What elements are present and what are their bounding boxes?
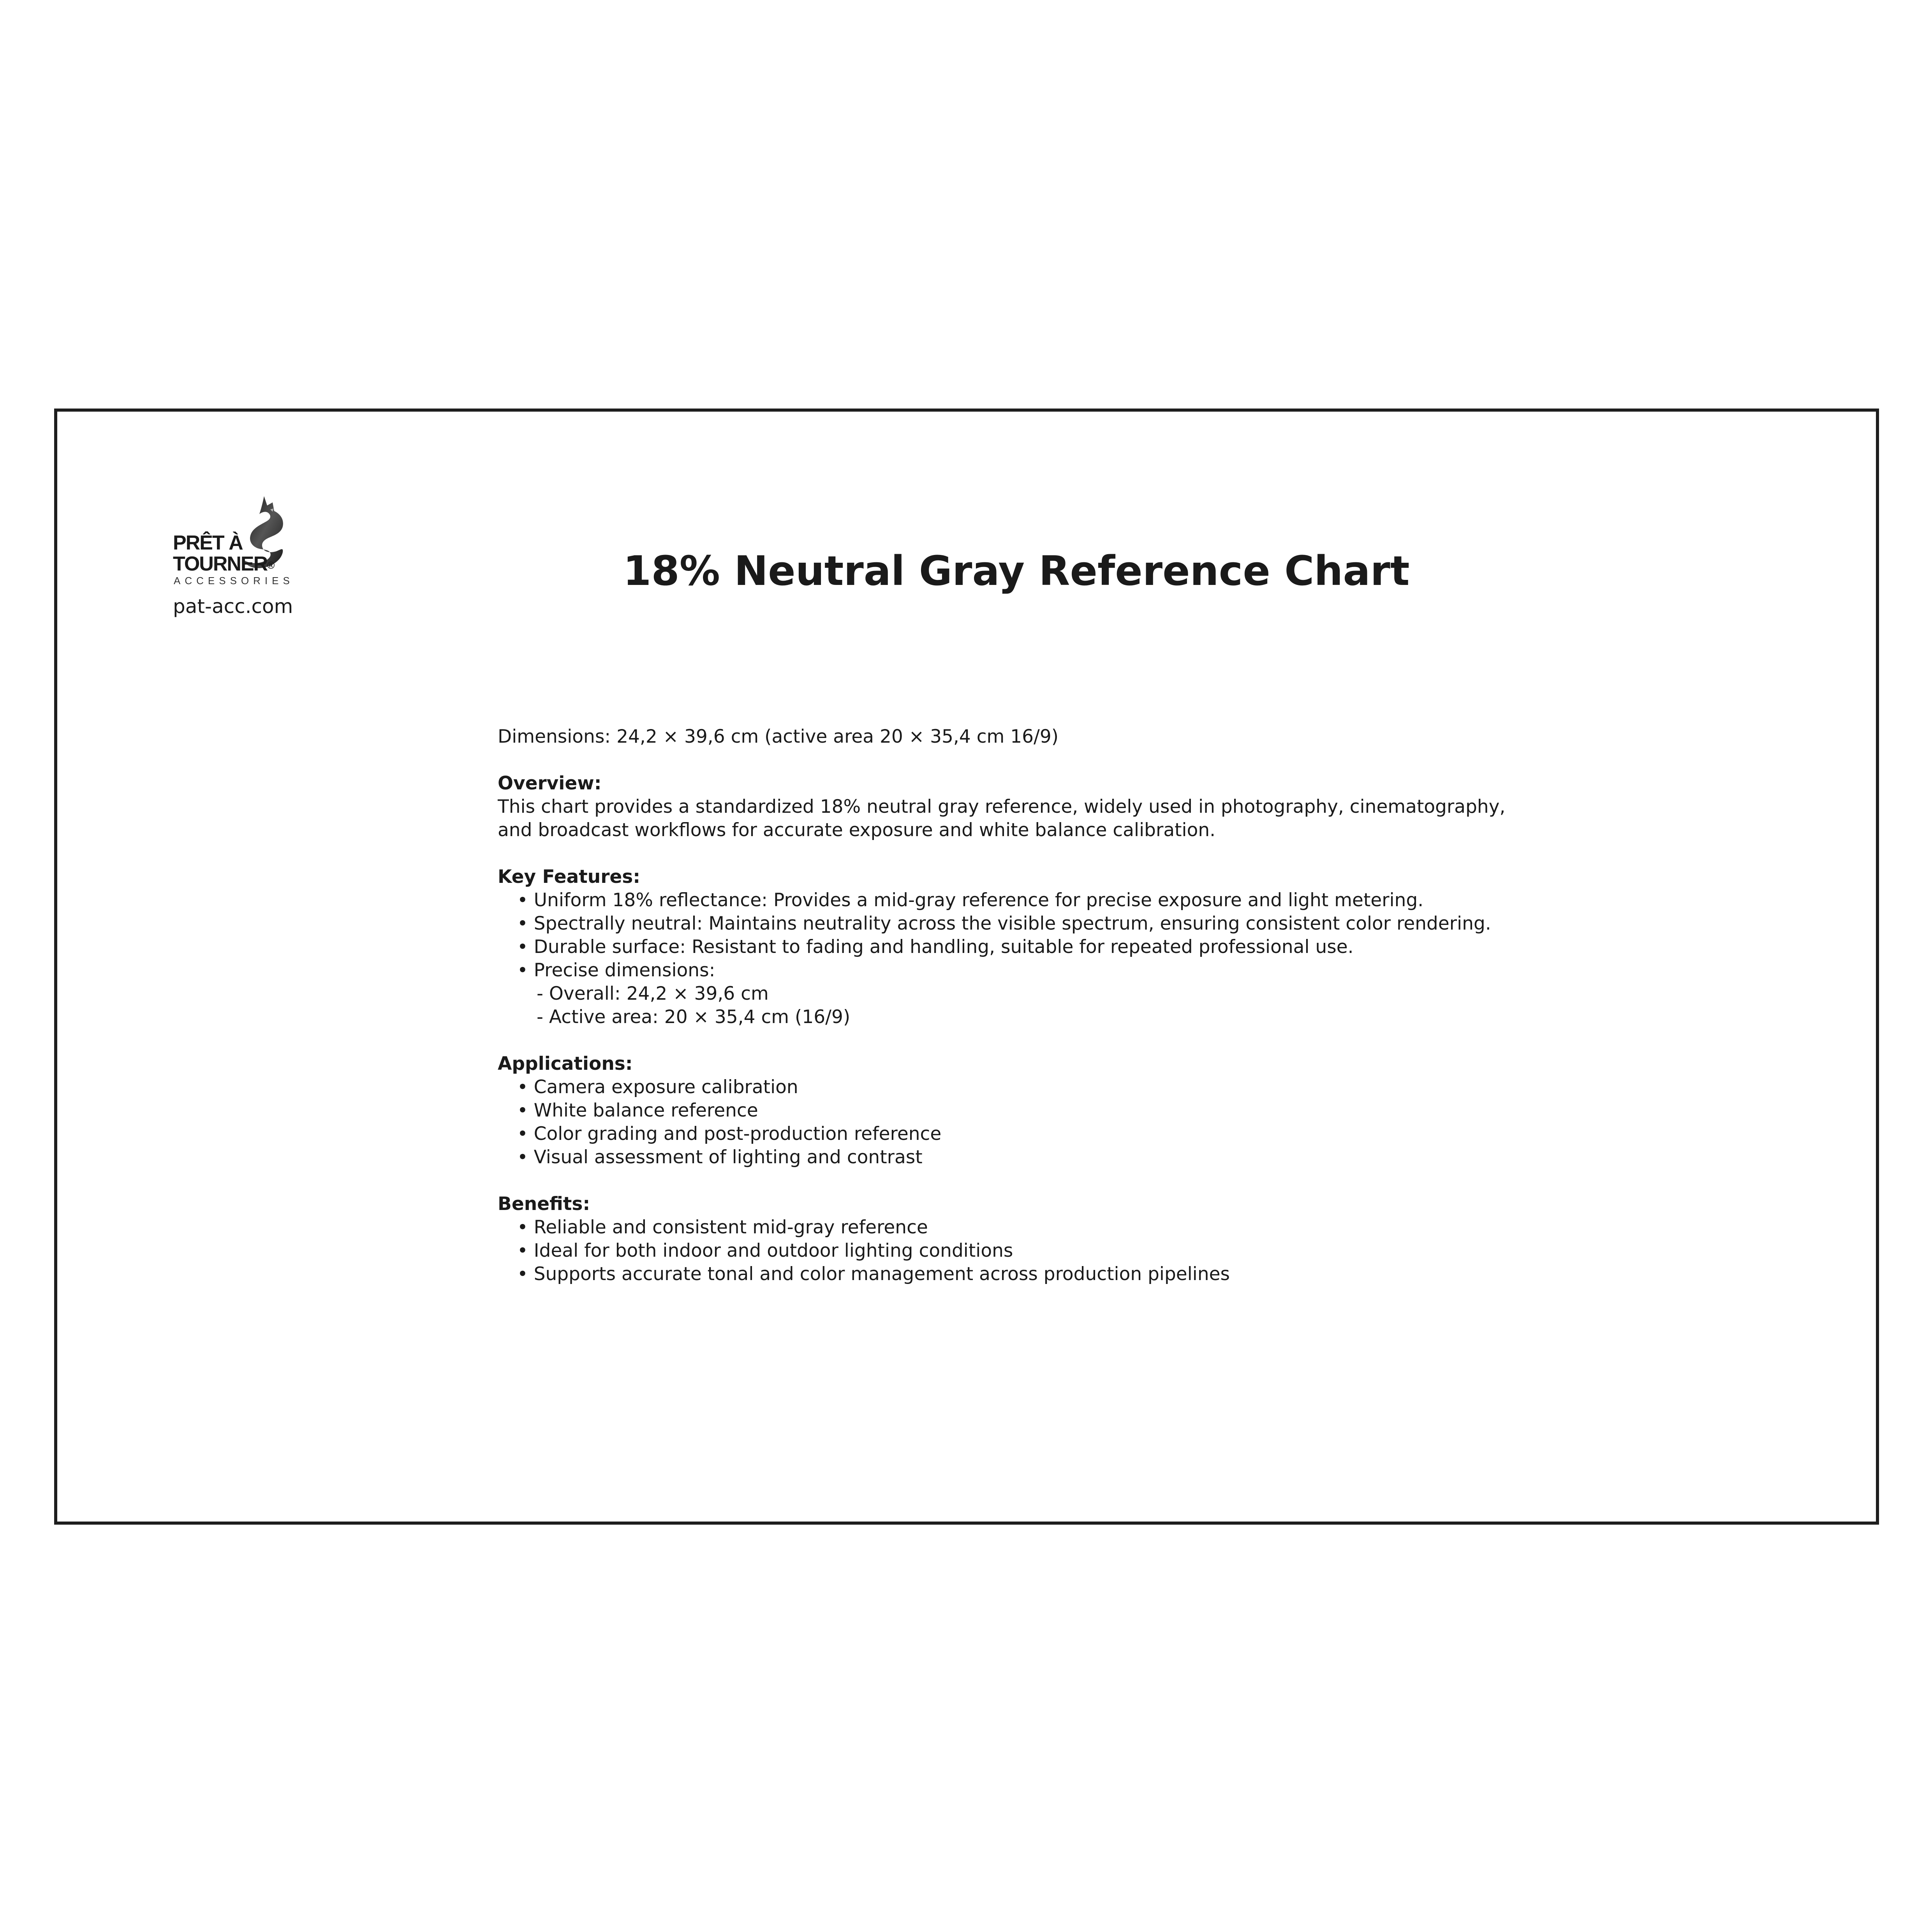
sub-list-item: - Overall: 24,2 × 39,6 cm	[537, 983, 769, 1004]
list-item: • Uniform 18% reflectance: Provides a mid-gray reference for precise exposure and light metering.	[517, 889, 1424, 911]
logo-line-2	[173, 554, 274, 574]
list-item: • Color grading and post-production reference	[517, 1123, 942, 1145]
dimensions-text: Dimensions: 24,2 × 39,6 cm (active area 20 × 35,4 cm 16/9)	[498, 726, 1059, 747]
spacer	[498, 748, 1479, 772]
logo-line-1: PRÊT À	[173, 532, 243, 554]
site-url: pat-acc.com	[173, 595, 293, 618]
overview-heading: Overview:	[498, 773, 602, 794]
logo-text	[173, 533, 274, 574]
page-title: 18% Neutral Gray Reference Chart	[623, 547, 1410, 595]
list-item: • White balance reference	[517, 1100, 758, 1121]
chart-description	[498, 725, 1506, 1286]
brand-logo	[173, 494, 301, 587]
sub-list-item: - Active area: 20 × 35,4 cm (16/9)	[537, 1006, 851, 1028]
applications-heading: Applications:	[498, 1053, 633, 1074]
spacer	[498, 1169, 1479, 1192]
list-item: • Durable surface: Resistant to fading and handling, suitable for repeated professional use.	[517, 936, 1354, 958]
logo-wordmark	[173, 494, 294, 587]
registered-mark: ®	[267, 559, 274, 571]
key-features-heading: Key Features:	[498, 866, 641, 888]
list-item: • Supports accurate tonal and color management across production pipelines	[517, 1263, 1230, 1285]
overview-line-1: This chart provides a standardized 18% neutral gray reference, widely used in photography, cinematography,	[498, 796, 1506, 817]
list-item: • Ideal for both indoor and outdoor lighting conditions	[517, 1240, 1013, 1261]
logo-subline: ACCESSORIES	[174, 575, 294, 586]
benefits-heading: Benefits:	[498, 1193, 590, 1215]
list-item: • Reliable and consistent mid-gray reference	[517, 1217, 928, 1238]
list-item: • Precise dimensions:	[517, 960, 715, 981]
overview-line-2: and broadcast workflows for accurate exposure and white balance calibration.	[498, 819, 1216, 841]
spacer	[498, 1029, 1479, 1052]
list-item: • Spectrally neutral: Maintains neutrality across the visible spectrum, ensuring consistent color rendering.	[517, 913, 1491, 934]
spacer	[498, 842, 1479, 865]
logo-line-2-text: TOURNER	[173, 553, 268, 575]
list-item: • Visual assessment of lighting and contrast	[517, 1147, 923, 1168]
list-item: • Camera exposure calibration	[517, 1076, 798, 1098]
